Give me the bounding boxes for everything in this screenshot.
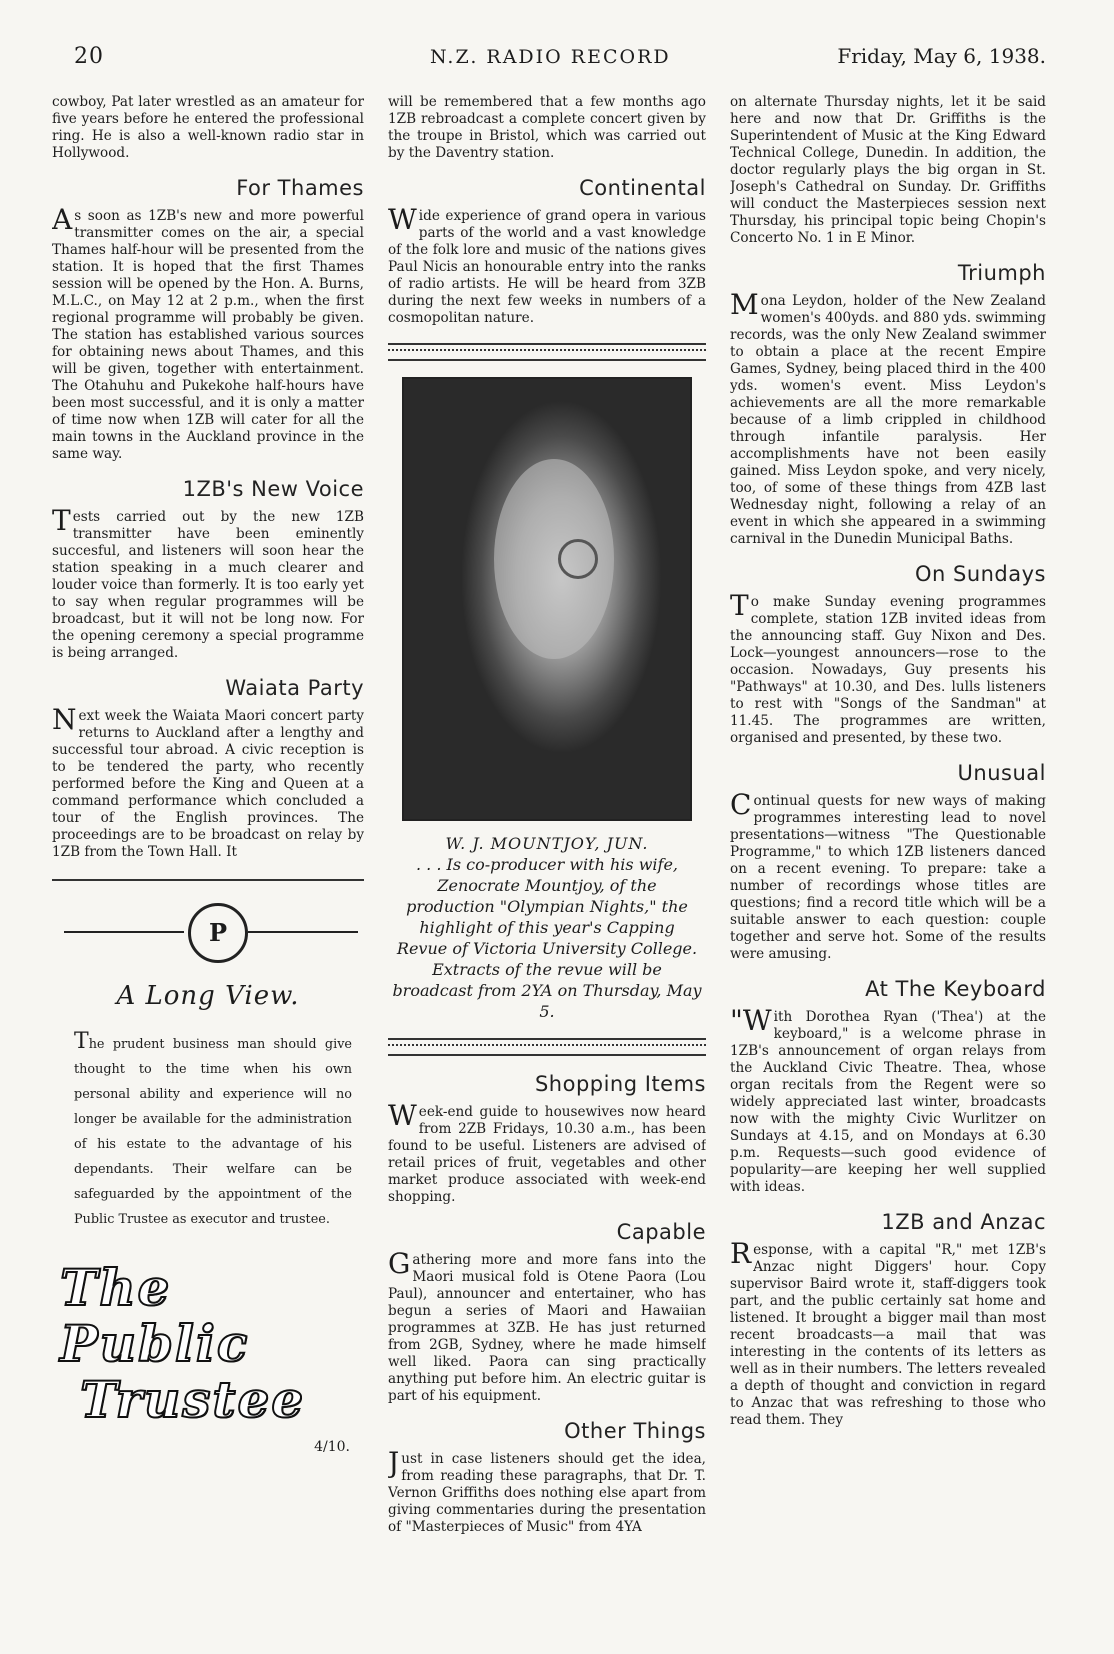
heading-at-the-keyboard: At The Keyboard — [865, 977, 1046, 1001]
article-waiata-party: Next week the Waiata Maori concert party returns to Auckland after a lengthy and successful tour abroad. A civic reception is to be tendered the party, who recently performed before the King and Queen at a command performance which concluded a tour of the English provinces. The proceedings are to be broadcast on relay by 1ZB from the Town Hall. It — [52, 703, 364, 860]
publication-title: N.Z. RADIO RECORD — [430, 46, 671, 68]
ad-title: A Long View. — [116, 981, 300, 1011]
portrait-photo — [402, 377, 692, 821]
article-other-things: Just in case listeners should get the idea, from reading these paragraphs, that Dr. T. Vernon Griffiths does nothing else apart from giving commentaries during the presentation of "Masterpieces of Music" from 4YA — [388, 1446, 706, 1535]
ad-body: The prudent business man should give thought to the time when his own personal ability and experience will no longer be available for the administration of his estate to the advantage of his dependants. Their welfare can be safeguarded by the appointment of the Public Trustee as executor and trustee. — [74, 1029, 352, 1227]
column-middle — [388, 94, 706, 1630]
article-1zb-and-anzac: Response, with a capital "R," met 1ZB's Anzac night Diggers' hour. Copy supervisor Baird wrote it, staff-diggers took part, and the public certainly sat home and listened. It brought a bigger mail than most recent broadcasts—a mail that was interesting in the contents of its letters as well as in their numbers. The letters revealed a depth of thought and conviction in regard to Anzac that was refreshing to those who read them. They — [730, 1237, 1046, 1428]
heading-1zb-and-anzac: 1ZB and Anzac — [881, 1210, 1046, 1234]
divider-bottom — [388, 1038, 706, 1056]
issue-date: Friday, May 6, 1938. — [837, 44, 1046, 68]
column-left — [52, 94, 364, 1630]
article-continental: Wide experience of grand opera in various parts of the world and a vast knowledge of the folk lore and music of the nations gives Paul Nicis an honourable entry into the ranks of radio artists. He will be heard from 3ZB during the next few weeks in numbers of a cosmopolitan nature. — [388, 203, 706, 326]
heading-other-things: Other Things — [564, 1419, 706, 1443]
heading-triumph: Triumph — [957, 261, 1046, 285]
portrait-monocle — [558, 539, 598, 579]
brand-line-1: The Public — [60, 1258, 250, 1373]
trustee-emblem — [58, 895, 358, 969]
caption-name: W. J. MOUNTJOY, JUN. — [445, 834, 649, 853]
divider-top — [388, 343, 706, 361]
emblem-logo-icon: P — [188, 903, 248, 963]
col2-intro: will be remembered that a few months ago 1ZB rebroadcast a complete concert given by the troupe in Bristol, which was carried out by the Daventry station. — [388, 94, 706, 161]
article-1zb-new-voice: Tests carried out by the new 1ZB transmitter have been eminently succesful, and listeners will soon hear the station speaking in a much clearer and louder voice than formerly. It is too early yet to say when regular programmes will be broadcast, but it will not be long now. For the opening ceremony a special programme is being arranged. — [52, 504, 364, 661]
column-right — [730, 94, 1046, 1630]
heading-1zb-new-voice: 1ZB's New Voice — [182, 477, 364, 501]
article-on-sundays: To make Sunday evening programmes complete, station 1ZB invited ideas from the announcing staff. Guy Nixon and Des. Lock—youngest announcers—rose to the occasion. Nowadays, Guy presents his "Pathways" at 10.30, and Des. lulls listeners to rest with "Songs of the Sandman" at 11.45. The programmes are written, organised and presented, by these two. — [730, 589, 1046, 746]
heading-on-sundays: On Sundays — [914, 562, 1046, 586]
ad-code: 4/10. — [314, 1439, 350, 1455]
heading-unusual: Unusual — [957, 761, 1046, 785]
brand-line-2: Trustee — [80, 1370, 306, 1429]
public-trustee-advertisement — [52, 879, 364, 1455]
col3-intro: on alternate Thursday nights, let it be said here and now that Dr. Griffiths is the Superintendent of Music at the King Edward Technical College, Dunedin. In addition, the doctor regularly plays the big organ in St. Joseph's Cathedral on Sunday. Dr. Griffiths will conduct the Masterpieces session next Thursday, his principal topic being Chopin's Concerto No. 1 in E Minor. — [730, 94, 1046, 246]
page-number: 20 — [74, 44, 104, 69]
article-at-the-keyboard: "With Dorothea Ryan ('Thea') at the keyboard," is a welcome phrase in 1ZB's announcement of organ relays from the Auckland Civic Theatre. Thea, whose organ recitals from the Regent were so widely appreciated last winter, broadcasts now with the mighty Civic Wurlitzer on Sundays at 4.15, and on Mondays at 6.30 p.m. Requests—such good evidence of popularity—are keeping her well supplied with ideas. — [730, 1004, 1046, 1195]
article-shopping-items: Week-end guide to housewives now heard from 2ZB Fridays, 10.30 a.m., has been found to be useful. Listeners are advised of retail prices of fruit, vegetables and other market produce associated with week-end shopping. — [388, 1099, 706, 1205]
heading-shopping-items: Shopping Items — [534, 1072, 706, 1096]
heading-capable: Capable — [616, 1220, 706, 1244]
article-unusual: Continual quests for new ways of making programmes interesting lead to novel presentations—witness "The Questionable Programme," to which 1ZB listeners danced on a recent evening. To prepare: take a number of recordings whose titles are questions; find a record title which will be a suitable answer to each question: couple together and serve hot. Some of the results were amusing. — [730, 788, 1046, 962]
heading-for-thames: For Thames — [236, 176, 364, 200]
heading-waiata-party: Waiata Party — [225, 676, 364, 700]
photo-caption — [392, 833, 702, 1022]
article-capable: Gathering more and more fans into the Maori musical fold is Otene Paora (Lou Paul), announcer and entertainer, who has begun a series of Maori and Hawaiian programmes at 3ZB. He has just returned from 2GB, Sydney, where he made himself well liked. Paora can sing practically anything put before him. An electric guitar is part of his equipment. — [388, 1247, 706, 1404]
col1-intro: cowboy, Pat later wrestled as an amateur for five years before he entered the professional ring. He is also a well-known radio star in Hollywood. — [52, 94, 364, 161]
heading-continental: Continental — [579, 176, 706, 200]
article-triumph: Mona Leydon, holder of the New Zealand women's 400yds. and 880 yds. swimming records, was the only New Zealand swimmer to obtain a place at the recent Empire Games, Sydney, being placed third in the 400 yds. women's event. Miss Leydon's achievements are all the more remarkable because of a limb crippled in childhood through infantile paralysis. Her accomplishments have not been easily gained. Miss Leydon spoke, and very nicely, too, of some of these things from 4ZB last Wednesday night, following a relay of an event in which she appeared in a swimming carnival in the Dunedin Municipal Baths. — [730, 288, 1046, 547]
page-header — [70, 44, 1054, 74]
caption-body: . . . Is co-producer with his wife, Zenocrate Mountjoy, of the production "Olympian Nights," the highlight of this year's Capping Revue of Victoria University College. Extracts of the revue will be broadcast from 2YA on Thursday, May 5. — [392, 855, 702, 1021]
article-for-thames: As soon as 1ZB's new and more powerful transmitter comes on the air, a special Thames half-hour will be presented from the station. It is hoped that the first Thames session will be opened by the Hon. A. Burns, M.L.C., on May 12 at 2 p.m., when the first regional programme will probably be given. The station has established various sources for obtaining news about Thames, and this will be given, together with entertainment. The Otahuhu and Pukekohe half-hours have been most successful, and it is only a matter of time now when 1ZB will cater for all the main towns in the Auckland province in the same way. — [52, 203, 364, 462]
ad-brand-logo — [60, 1260, 364, 1428]
